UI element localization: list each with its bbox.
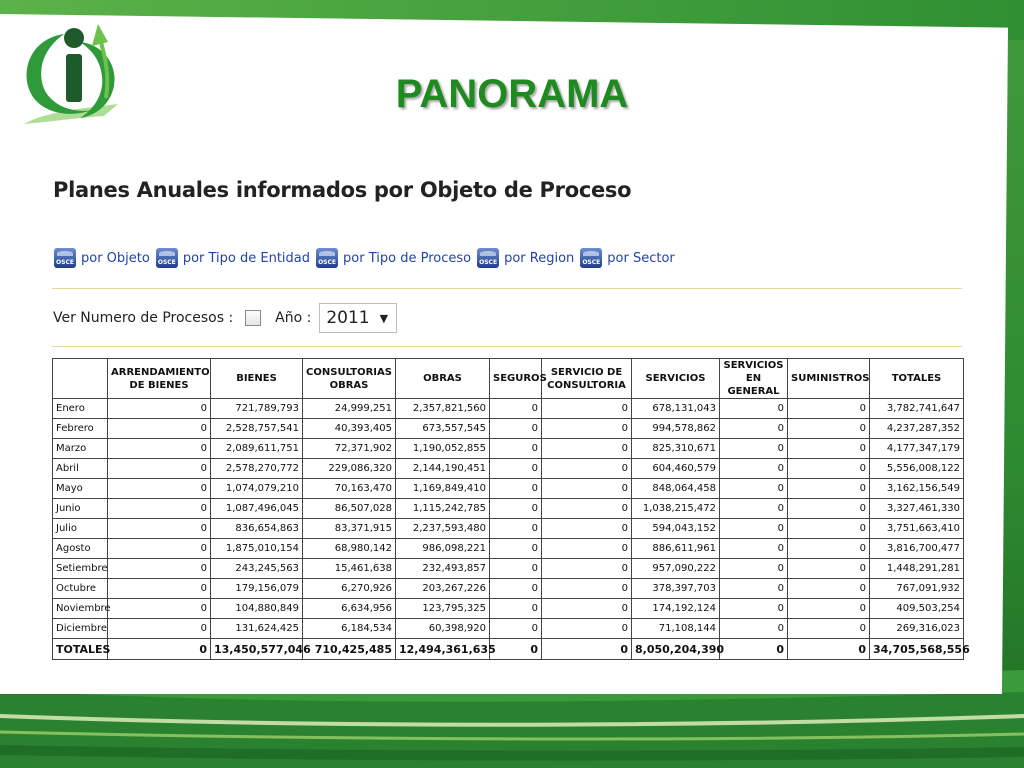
total-cell: 12,494,361,635 <box>396 639 490 660</box>
link-por-objeto[interactable] <box>54 248 150 268</box>
value-cell: 678,131,043 <box>632 399 720 419</box>
value-cell: 0 <box>788 619 870 639</box>
value-cell: 0 <box>490 559 542 579</box>
value-cell: 0 <box>788 479 870 499</box>
value-cell: 72,371,902 <box>303 439 396 459</box>
value-cell: 409,503,254 <box>870 599 964 619</box>
value-cell: 0 <box>490 399 542 419</box>
total-cell: 0 <box>788 639 870 660</box>
value-cell: 6,270,926 <box>303 579 396 599</box>
total-cell: 8,050,204,390 <box>632 639 720 660</box>
table-row <box>53 539 964 559</box>
value-cell: 0 <box>720 519 788 539</box>
table-header-row <box>53 359 964 399</box>
value-cell: 174,192,124 <box>632 599 720 619</box>
value-cell: 0 <box>542 399 632 419</box>
value-cell: 86,507,028 <box>303 499 396 519</box>
value-cell: 0 <box>788 459 870 479</box>
value-cell: 70,163,470 <box>303 479 396 499</box>
value-cell: 986,098,221 <box>396 539 490 559</box>
month-cell: Abril <box>53 459 108 479</box>
value-cell: 4,177,347,179 <box>870 439 964 459</box>
osce-icon: OSCE <box>580 248 602 268</box>
link-label: por Objeto <box>81 250 150 266</box>
osce-icon: OSCE <box>54 248 76 268</box>
value-cell: 0 <box>108 459 211 479</box>
value-cell: 0 <box>108 399 211 419</box>
month-cell: Mayo <box>53 479 108 499</box>
total-cell: 13,450,577,046 <box>211 639 303 660</box>
value-cell: 243,245,563 <box>211 559 303 579</box>
link-label: por Region <box>504 250 575 266</box>
column-header: SERVICIO DE CONSULTORIA <box>542 359 632 399</box>
value-cell: 0 <box>490 619 542 639</box>
value-cell: 0 <box>720 599 788 619</box>
osce-icon: OSCE <box>316 248 338 268</box>
month-cell: Agosto <box>53 539 108 559</box>
value-cell: 0 <box>720 499 788 519</box>
value-cell: 1,074,079,210 <box>211 479 303 499</box>
procesos-checkbox[interactable] <box>245 310 261 326</box>
value-cell: 0 <box>720 439 788 459</box>
value-cell: 0 <box>542 559 632 579</box>
value-cell: 0 <box>108 419 211 439</box>
year-value: 2011 <box>326 308 370 328</box>
value-cell: 1,169,849,410 <box>396 479 490 499</box>
value-cell: 60,398,920 <box>396 619 490 639</box>
slide-title: PANORAMA <box>395 72 629 116</box>
value-cell: 4,237,287,352 <box>870 419 964 439</box>
value-cell: 0 <box>108 539 211 559</box>
month-cell: Diciembre <box>53 619 108 639</box>
value-cell: 0 <box>490 459 542 479</box>
value-cell: 0 <box>490 499 542 519</box>
value-cell: 594,043,152 <box>632 519 720 539</box>
value-cell: 604,460,579 <box>632 459 720 479</box>
table-row <box>53 579 964 599</box>
value-cell: 179,156,079 <box>211 579 303 599</box>
value-cell: 0 <box>108 439 211 459</box>
report-heading: Planes Anuales informados por Objeto de Proceso <box>53 178 632 202</box>
table-row <box>53 599 964 619</box>
value-cell: 2,089,611,751 <box>211 439 303 459</box>
value-cell: 1,115,242,785 <box>396 499 490 519</box>
value-cell: 2,578,270,772 <box>211 459 303 479</box>
value-cell: 0 <box>788 419 870 439</box>
year-select[interactable] <box>319 303 397 333</box>
value-cell: 3,782,741,647 <box>870 399 964 419</box>
value-cell: 24,999,251 <box>303 399 396 419</box>
year-label: Año : <box>275 310 312 326</box>
link-por-tipo-proceso[interactable] <box>316 248 471 268</box>
table-row <box>53 419 964 439</box>
report-links <box>54 246 677 270</box>
value-cell: 0 <box>788 439 870 459</box>
value-cell: 5,556,008,122 <box>870 459 964 479</box>
chevron-down-icon: ▼ <box>379 311 389 325</box>
value-cell: 0 <box>490 519 542 539</box>
column-header: BIENES <box>211 359 303 399</box>
total-cell: 0 <box>490 639 542 660</box>
value-cell: 1,448,291,281 <box>870 559 964 579</box>
table-row <box>53 519 964 539</box>
column-header: SERVICIOS EN GENERAL <box>720 359 788 399</box>
value-cell: 0 <box>542 599 632 619</box>
value-cell: 0 <box>108 619 211 639</box>
link-label: por Tipo de Entidad <box>182 250 311 266</box>
value-cell: 0 <box>542 459 632 479</box>
value-cell: 825,310,671 <box>632 439 720 459</box>
table-totals-row <box>53 639 964 660</box>
value-cell: 0 <box>788 599 870 619</box>
total-cell: 0 <box>108 639 211 660</box>
value-cell: 1,190,052,855 <box>396 439 490 459</box>
value-cell: 3,816,700,477 <box>870 539 964 559</box>
report-panel <box>40 166 982 682</box>
value-cell: 721,789,793 <box>211 399 303 419</box>
osce-icon: OSCE <box>477 248 499 268</box>
value-cell: 0 <box>542 439 632 459</box>
value-cell: 15,461,638 <box>303 559 396 579</box>
filter-row <box>53 300 397 336</box>
value-cell: 3,162,156,549 <box>870 479 964 499</box>
value-cell: 0 <box>108 499 211 519</box>
month-cell: Setiembre <box>53 559 108 579</box>
value-cell: 0 <box>108 579 211 599</box>
value-cell: 0 <box>720 559 788 579</box>
total-cell: 710,425,485 <box>303 639 396 660</box>
value-cell: 0 <box>490 599 542 619</box>
value-cell: 123,795,325 <box>396 599 490 619</box>
procesos-table <box>52 358 970 660</box>
value-cell: 673,557,545 <box>396 419 490 439</box>
value-cell: 6,634,956 <box>303 599 396 619</box>
value-cell: 83,371,915 <box>303 519 396 539</box>
value-cell: 0 <box>720 539 788 559</box>
value-cell: 2,144,190,451 <box>396 459 490 479</box>
value-cell: 994,578,862 <box>632 419 720 439</box>
value-cell: 68,980,142 <box>303 539 396 559</box>
column-header: OBRAS <box>396 359 490 399</box>
link-por-sector[interactable] <box>580 248 674 268</box>
procesos-label: Ver Numero de Procesos : <box>53 310 234 326</box>
value-cell: 0 <box>108 519 211 539</box>
value-cell: 0 <box>490 479 542 499</box>
month-cell: Junio <box>53 499 108 519</box>
value-cell: 2,357,821,560 <box>396 399 490 419</box>
value-cell: 0 <box>542 519 632 539</box>
link-por-region[interactable] <box>477 248 574 268</box>
column-header: TOTALES <box>870 359 964 399</box>
column-header: SEGUROS <box>490 359 542 399</box>
value-cell: 232,493,857 <box>396 559 490 579</box>
value-cell: 71,108,144 <box>632 619 720 639</box>
column-header: SUMINISTROS <box>788 359 870 399</box>
value-cell: 0 <box>542 619 632 639</box>
value-cell: 40,393,405 <box>303 419 396 439</box>
month-cell: Julio <box>53 519 108 539</box>
month-cell: Enero <box>53 399 108 419</box>
column-header: CONSULTORIAS OBRAS <box>303 359 396 399</box>
table-row <box>53 439 964 459</box>
value-cell: 1,087,496,045 <box>211 499 303 519</box>
value-cell: 767,091,932 <box>870 579 964 599</box>
month-cell: Febrero <box>53 419 108 439</box>
link-por-tipo-entidad[interactable] <box>156 248 310 268</box>
value-cell: 0 <box>720 459 788 479</box>
value-cell: 1,875,010,154 <box>211 539 303 559</box>
value-cell: 203,267,226 <box>396 579 490 599</box>
value-cell: 0 <box>542 539 632 559</box>
total-cell: 34,705,568,556 <box>870 639 964 660</box>
value-cell: 0 <box>108 559 211 579</box>
value-cell: 229,086,320 <box>303 459 396 479</box>
value-cell: 3,327,461,330 <box>870 499 964 519</box>
value-cell: 0 <box>490 419 542 439</box>
value-cell: 269,316,023 <box>870 619 964 639</box>
value-cell: 6,184,534 <box>303 619 396 639</box>
value-cell: 0 <box>542 499 632 519</box>
value-cell: 104,880,849 <box>211 599 303 619</box>
month-cell: Noviembre <box>53 599 108 619</box>
value-cell: 2,237,593,480 <box>396 519 490 539</box>
total-cell: 0 <box>542 639 632 660</box>
value-cell: 0 <box>788 399 870 419</box>
value-cell: 0 <box>788 559 870 579</box>
month-cell: Octubre <box>53 579 108 599</box>
value-cell: 0 <box>490 539 542 559</box>
value-cell: 836,654,863 <box>211 519 303 539</box>
value-cell: 0 <box>720 399 788 419</box>
column-header <box>53 359 108 399</box>
column-header: SERVICIOS <box>632 359 720 399</box>
value-cell: 0 <box>720 479 788 499</box>
value-cell: 0 <box>108 479 211 499</box>
table-row <box>53 619 964 639</box>
value-cell: 886,611,961 <box>632 539 720 559</box>
value-cell: 848,064,458 <box>632 479 720 499</box>
totals-label: TOTALES <box>53 639 108 660</box>
value-cell: 1,038,215,472 <box>632 499 720 519</box>
value-cell: 0 <box>788 539 870 559</box>
value-cell: 0 <box>108 599 211 619</box>
value-cell: 378,397,703 <box>632 579 720 599</box>
divider <box>52 288 962 289</box>
value-cell: 0 <box>490 439 542 459</box>
value-cell: 0 <box>788 499 870 519</box>
value-cell: 0 <box>720 419 788 439</box>
value-cell: 0 <box>542 419 632 439</box>
table-row <box>53 559 964 579</box>
value-cell: 0 <box>720 579 788 599</box>
table-row <box>53 499 964 519</box>
value-cell: 3,751,663,410 <box>870 519 964 539</box>
table-row <box>53 479 964 499</box>
osce-icon: OSCE <box>156 248 178 268</box>
table-row <box>53 459 964 479</box>
value-cell: 0 <box>720 619 788 639</box>
link-label: por Sector <box>607 250 675 266</box>
value-cell: 2,528,757,541 <box>211 419 303 439</box>
divider <box>52 346 962 347</box>
value-cell: 0 <box>490 579 542 599</box>
column-header: ARRENDAMIENTO DE BIENES <box>108 359 211 399</box>
value-cell: 0 <box>788 579 870 599</box>
value-cell: 131,624,425 <box>211 619 303 639</box>
value-cell: 0 <box>542 579 632 599</box>
value-cell: 0 <box>542 479 632 499</box>
value-cell: 0 <box>788 519 870 539</box>
month-cell: Marzo <box>53 439 108 459</box>
value-cell: 957,090,222 <box>632 559 720 579</box>
link-label: por Tipo de Proceso <box>343 250 472 266</box>
total-cell: 0 <box>720 639 788 660</box>
table-row <box>53 399 964 419</box>
